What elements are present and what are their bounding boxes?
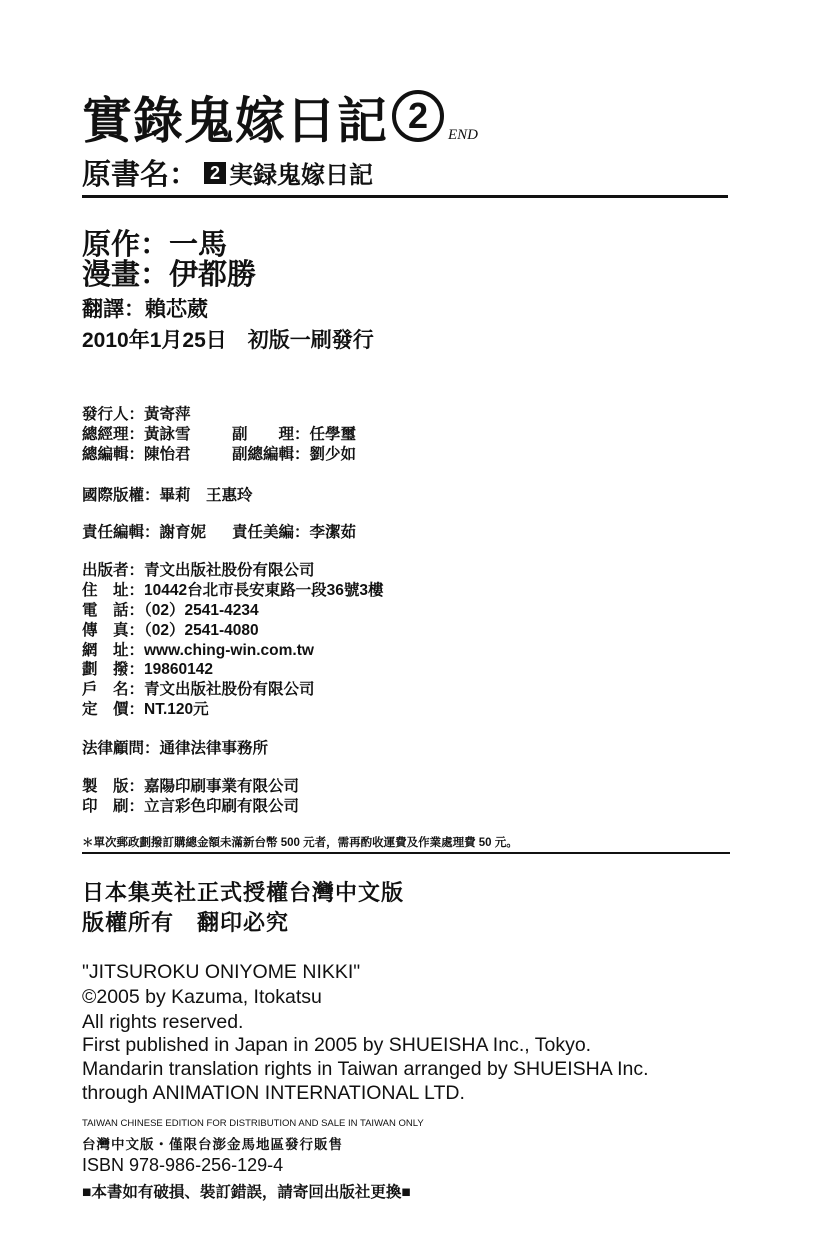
publisher-info-line: 劃 撥：19860142 xyxy=(82,661,213,678)
license-statement: 日本集英社正式授權台灣中文版 xyxy=(82,880,405,905)
publisher-info-line: 網 址：www.ching-win.com.tw xyxy=(82,642,314,659)
international-rights: 國際版權：畢莉 王惠玲 xyxy=(82,487,253,504)
responsible-art-editor: 責任美編：李潔茹 xyxy=(232,524,357,541)
publisher-info-line: 傳 真：（02）2541-4080 xyxy=(82,622,259,639)
original-title-label: 原書名： xyxy=(82,159,199,191)
volume-number-badge: 2 xyxy=(392,90,444,142)
rights-reserved-statement: 版權所有 翻印必究 xyxy=(82,910,290,935)
chief-editor: 總編輯：陳怡君 xyxy=(82,446,191,463)
publisher-info-line: 住 址：10442台北市長安東路一段36號3樓 xyxy=(82,582,384,599)
publisher-info-line: 電 話：（02）2541-4234 xyxy=(82,602,259,619)
divider-top xyxy=(82,195,728,198)
isbn: ISBN 978-986-256-129-4 xyxy=(82,1155,284,1175)
original-title xyxy=(82,152,373,193)
author-credit: 原作：一馬 xyxy=(82,229,228,261)
divider-bottom xyxy=(82,852,730,854)
publisher-info-line: 出版者：青文出版社股份有限公司 xyxy=(82,562,315,579)
end-mark: END xyxy=(448,127,478,143)
printer: 印 刷：立言彩色印刷有限公司 xyxy=(82,798,300,815)
return-notice: ■本書如有破損、裝訂錯誤，請寄回出版社更換■ xyxy=(82,1184,411,1201)
edition-date: 2010年1月25日 初版一刷發行 xyxy=(82,329,374,352)
publisher-info-line: 戶 名：青文出版社股份有限公司 xyxy=(82,681,315,698)
deputy-manager: 副 理：任學璽 xyxy=(232,426,357,443)
artist-credit: 漫畫：伊都勝 xyxy=(82,259,257,291)
copyright-line: through ANIMATION INTERNATIONAL LTD. xyxy=(82,1082,465,1104)
copyright-line: All rights reserved. xyxy=(82,1011,244,1033)
responsible-editor: 責任編輯：謝育妮 xyxy=(82,524,207,541)
general-manager: 總經理：黃詠雪 xyxy=(82,426,191,443)
copyright-line: Mandarin translation rights in Taiwan arranged by SHUEISHA Inc. xyxy=(82,1058,649,1080)
book-title xyxy=(82,86,478,149)
distribution-english: TAIWAN CHINESE EDITION FOR DISTRIBUTION AND SALE IN TAIWAN ONLY xyxy=(82,1118,424,1129)
copyright-line: "JITSUROKU ONIYOME NIKKI" xyxy=(82,961,361,983)
book-title-text: 實錄鬼嫁日記 xyxy=(82,93,388,149)
publisher-info-line: 定 價：NT.120元 xyxy=(82,701,209,718)
postage-notice: ＊單次郵政劃撥訂購總金額未滿新台幣 500 元者，需再酌收運費及作業處理費 50 元。 xyxy=(82,837,518,849)
original-volume-badge: 2 xyxy=(204,162,226,184)
publisher-person: 發行人：黃寄萍 xyxy=(82,406,191,423)
original-title-text: 実録鬼嫁日記 xyxy=(229,162,374,189)
copyright-line: First published in Japan in 2005 by SHUEISHA Inc., Tokyo. xyxy=(82,1034,592,1056)
plate-maker: 製 版：嘉陽印刷事業有限公司 xyxy=(82,778,300,795)
legal-counsel: 法律顧問：通律法律事務所 xyxy=(82,740,269,757)
translator-credit: 翻譯：賴芯葳 xyxy=(82,298,208,321)
deputy-chief-editor: 副總編輯：劉少如 xyxy=(232,446,357,463)
copyright-line: ©2005 by Kazuma, Itokatsu xyxy=(82,986,322,1008)
distribution-chinese: 台灣中文版・僅限台澎金馬地區發行販售 xyxy=(82,1137,343,1152)
